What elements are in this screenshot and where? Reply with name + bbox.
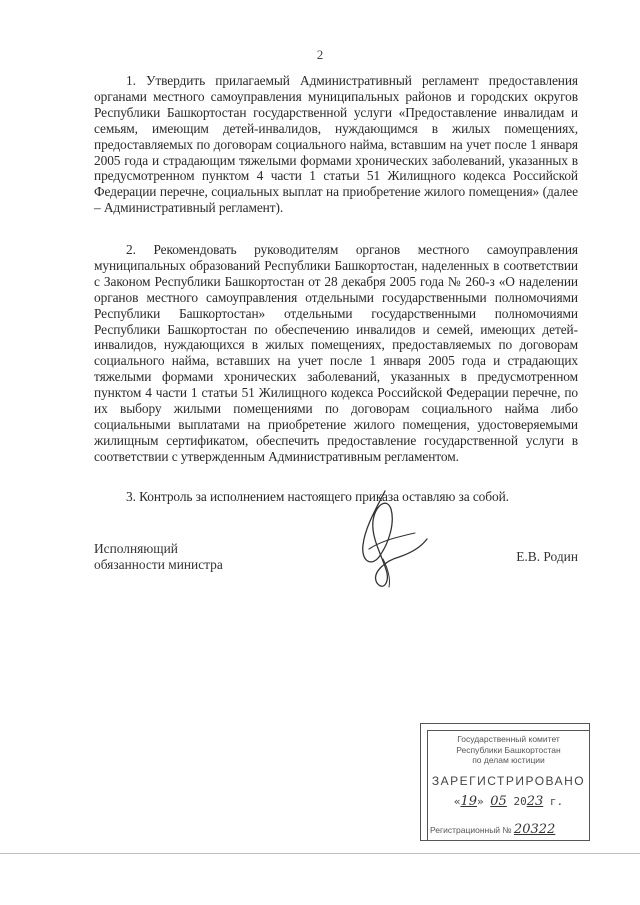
stamp-date: «19» 05 2023 г. bbox=[453, 793, 564, 809]
registration-stamp-inner-frame bbox=[427, 730, 589, 840]
stamp-date-year: 23 bbox=[526, 793, 544, 809]
registration-stamp bbox=[420, 723, 590, 841]
stamp-reg-number: 20322 bbox=[513, 822, 556, 837]
stamp-date-day: 19 bbox=[460, 793, 478, 809]
page-number: 2 bbox=[316, 47, 324, 62]
scan-edge-line bbox=[0, 853, 640, 854]
signatory-name: Е.В. Родин bbox=[516, 549, 578, 564]
handwritten-signature bbox=[325, 487, 445, 597]
stamp-org-line-3: по делам юстиции bbox=[472, 755, 545, 765]
signatory-title-line-2: обязанности министра bbox=[94, 557, 223, 572]
paragraph-recommend-heads: 2. Рекомендовать руководителям органов местного самоуправления муниципальных образований Республики Башкортостан, наделенных в соответствии с Законом Республики Башкортостан от 28 декабря 2005 года № 260-з «О наделении органов местного самоуправления отдельными государственными полномочиями Республики Башкортостан» отдельными государственными полномочиями Республики Башкортостан по обеспечению инвалидов и семей, имеющих детей-инвалидов, нуждающихся в жилых помещениях, предоставляемых по договорам социального найма, вставших на учет после 1 января 2005 года и страдающих тяжелыми формами хронических заболеваний, указанных в предусмотренном пунктом 4 части 1 статьи 51 Жилищного кодекса Российской Федерации перечне, по их выбору жилыми помещениями по договорам социального найма либо социальными выплатами на приобретение жилого помещения, удостоверяемыми жилищным сертификатом, обеспечить предоставление государственной услуги в соответствии с утвержденным Административным регламентом. bbox=[94, 242, 578, 464]
stamp-registration-number bbox=[430, 822, 555, 837]
paragraph-control: 3. Контроль за исполнением настоящего приказа оставляю за собой. bbox=[126, 489, 509, 504]
stamp-organization bbox=[428, 734, 589, 766]
signatory-title bbox=[94, 541, 223, 573]
paragraph-approve-regulation: 1. Утвердить прилагаемый Административный регламент предоставления органами местного самоуправления муниципальных районов и городских округов Республики Башкортостан государственной услуги «Предоставление инвалидам и семьям, имеющим детей-инвалидов, нуждающимся в жилых помещениях, предоставляемых по договорам социального найма, вставшим на учет после 1 января 2005 года и страдающим тяжелыми формами хронических заболеваний, указанных в предусмотренном пунктом 4 части 1 статьи 51 Жилищного кодекса Российской Федерации перечне, социальных выплат на приобретение жилого помещения» (далее – Административный регламент). bbox=[94, 73, 578, 216]
stamp-org-line-2: Республики Башкортостан bbox=[456, 744, 561, 755]
signatory-title-line-1: Исполняющий bbox=[94, 541, 178, 556]
stamp-org-line-1: Государственный комитет bbox=[457, 734, 560, 744]
stamp-reg-label: Регистрационный № bbox=[430, 825, 512, 835]
stamp-registered-label: ЗАРЕГИСТРИРОВАНО bbox=[431, 773, 586, 788]
stamp-date-month: 05 bbox=[490, 793, 507, 809]
